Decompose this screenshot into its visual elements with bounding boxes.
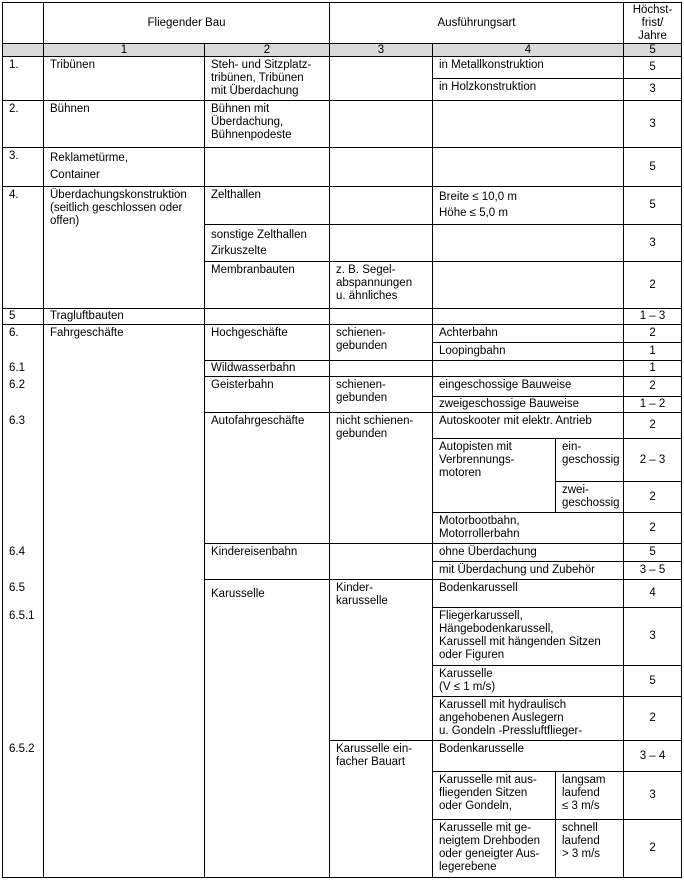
col3-empty [330,361,433,377]
row-number: 5 [3,309,44,325]
ausfuehrung: Bodenkarussell [433,580,624,608]
bau-type: Steh- und Sitzplatz- tribünen, Tribünen mit Überdachung [205,57,330,101]
row-number-blank [3,439,44,482]
row-number-blank [3,397,44,413]
colnum-5: 5 [624,44,682,57]
row-number: 6.1 [3,361,44,377]
frist: 2 [624,262,682,309]
bau-type: Zelthallen [205,187,330,225]
ausfuehrung-empty [433,225,624,262]
col3-empty [330,57,433,101]
ausfuehrung-empty [433,309,624,325]
colnum-blank [3,44,44,57]
frist: 5 [624,57,682,79]
bauart: Kinder- karusselle [330,580,433,741]
ausfuehrung-empty [433,148,624,187]
frist: 3 [624,608,682,666]
frist: 2 [624,820,682,878]
ausfuehrung: mit Überdachung und Zubehör [433,562,624,580]
frist: 2 [624,482,682,513]
bau-type-empty [205,148,330,187]
header-ausfuehrungsart: Ausführungsart [330,3,624,44]
bau-name: Tribünen [44,57,205,101]
row-number-blank [3,772,44,820]
geschwindigkeit: langsam laufend ≤ 3 m/s [556,772,624,820]
colnum-3: 3 [330,44,433,57]
ausfuehrung: Karusselle mit ge- neigtem Drehboden oder geneigter Aus- legerebene [433,820,556,878]
ausfuehrung: Karussell mit hydraulisch angehobenen Auslegern u. Gondeln -Pressluftflieger- [433,697,624,741]
bau-name: Überdachungskonstruktion (seitlich geschlossen oder offen) [44,187,205,309]
row-number-blank [3,343,44,361]
row-number: 6.5 [3,580,44,608]
frist: 2 [624,697,682,741]
bau-type: Geisterbahn [205,377,330,413]
frist: 1 [624,343,682,361]
bau-type: Wildwasserbahn [205,361,330,377]
bauart: nicht schienen- gebunden [330,413,433,544]
row-number: 6.3 [3,413,44,439]
bau-name: Fahrgeschäfte [44,325,205,878]
frist: 1 – 2 [624,397,682,413]
bau-type: Karusselle [205,580,330,878]
col3-empty [330,101,433,148]
bauart: schienen- gebunden [330,325,433,361]
frist: 2 [624,377,682,397]
bau-type: Kindereisenbahn [205,544,330,580]
ausfuehrung: eingeschossige Bauweise [433,377,624,397]
bau-type: Autofahrgeschäfte [205,413,330,544]
frist: 1 [624,361,682,377]
row-number: 3. [3,148,44,187]
col3-empty [330,187,433,225]
ausfuehrung: ohne Überdachung [433,544,624,562]
row-number-blank [3,513,44,544]
frist: 3 [624,79,682,101]
ausfuehrung: in Holzkonstruktion [433,79,624,101]
frist: 5 [624,187,682,225]
ausfuehrung: Karusselle (V ≤ 1 m/s) [433,666,624,697]
frist: 2 [624,413,682,439]
ausfuehrung: Karusselle mit aus- fliegenden Sitzen oder Gondeln, [433,772,556,820]
geschossigkeit: zwei- geschossig [556,482,624,513]
col3-empty [330,309,433,325]
col3-empty [330,148,433,187]
frist: 3 [624,772,682,820]
frist: 5 [624,544,682,562]
row-number-blank [3,562,44,580]
bau-name: Tragluftbauten [44,309,205,325]
geschwindigkeit: schnell laufend > 3 m/s [556,820,624,878]
colnum-1: 1 [44,44,205,57]
frist: 1 – 3 [624,309,682,325]
col3-empty [330,225,433,262]
ausfuehrung: Bodenkarusselle [433,741,624,772]
row-number: 2. [3,101,44,148]
ausfuehrung: Autopisten mit Verbrennungs- motoren [433,439,556,513]
inspection-interval-table [2,2,682,878]
bau-type-empty [205,309,330,325]
row-number: 4. [3,187,44,309]
frist: 3 [624,225,682,262]
frist: 2 – 3 [624,439,682,482]
col3-empty [330,544,433,580]
bauart: schienen- gebunden [330,377,433,413]
header-fliegender-bau: Fliegender Bau [44,3,330,44]
header-hoechstfrist: Höchst- frist/ Jahre [624,3,682,44]
bau-name: Bühnen [44,101,205,148]
ausfuehrung: Fliegerkarussell, Hängebodenkarussell, Karussell mit hängenden Sitzen oder Figuren [433,608,624,666]
bauart: z. B. Segel- abspannungen u. ähnliches [330,262,433,309]
ausfuehrung: zweigeschossige Bauweise [433,397,624,413]
frist: 5 [624,666,682,697]
row-number: 6.5.2 [3,741,44,772]
ausfuehrung: Autoskooter mit elektr. Antrieb [433,413,624,439]
bau-type: Hochgeschäfte [205,325,330,361]
ausfuehrung: Motorbootbahn, Motorrollerbahn [433,513,624,544]
row-number-blank [3,697,44,741]
frist: 2 [624,325,682,343]
colnum-2: 2 [205,44,330,57]
ausfuehrung: Breite ≤ 10,0 m Höhe ≤ 5,0 m [433,187,624,225]
bau-type: Bühnen mit Überdachung, Bühnenpodeste [205,101,330,148]
row-number-blank [3,482,44,513]
ausfuehrung-empty [433,101,624,148]
frist: 5 [624,148,682,187]
row-number: 6.2 [3,377,44,397]
row-number-blank [3,820,44,878]
bau-type: sonstige Zelthallen Zirkuszelte [205,225,330,262]
bau-type: Membranbauten [205,262,330,309]
ausfuehrung-empty [433,262,624,309]
frist: 3 – 4 [624,741,682,772]
row-number: 6. [3,325,44,343]
row-number: 6.4 [3,544,44,562]
colnum-4: 4 [433,44,624,57]
bau-name: Reklametürme, Container [44,148,205,187]
ausfuehrung: Loopingbahn [433,343,624,361]
row-number: 6.5.1 [3,608,44,666]
frist: 3 [624,101,682,148]
frist: 4 [624,580,682,608]
ausfuehrung: in Metallkonstruktion [433,57,624,79]
row-number-blank [3,666,44,697]
corner-cell [3,3,44,44]
ausfuehrung: Achterbahn [433,325,624,343]
bauart: Karusselle ein- facher Bauart [330,741,433,878]
frist: 2 [624,513,682,544]
row-number: 1. [3,57,44,101]
geschossigkeit: ein- geschossig [556,439,624,482]
frist: 3 – 5 [624,562,682,580]
ausfuehrung-empty [433,361,624,377]
